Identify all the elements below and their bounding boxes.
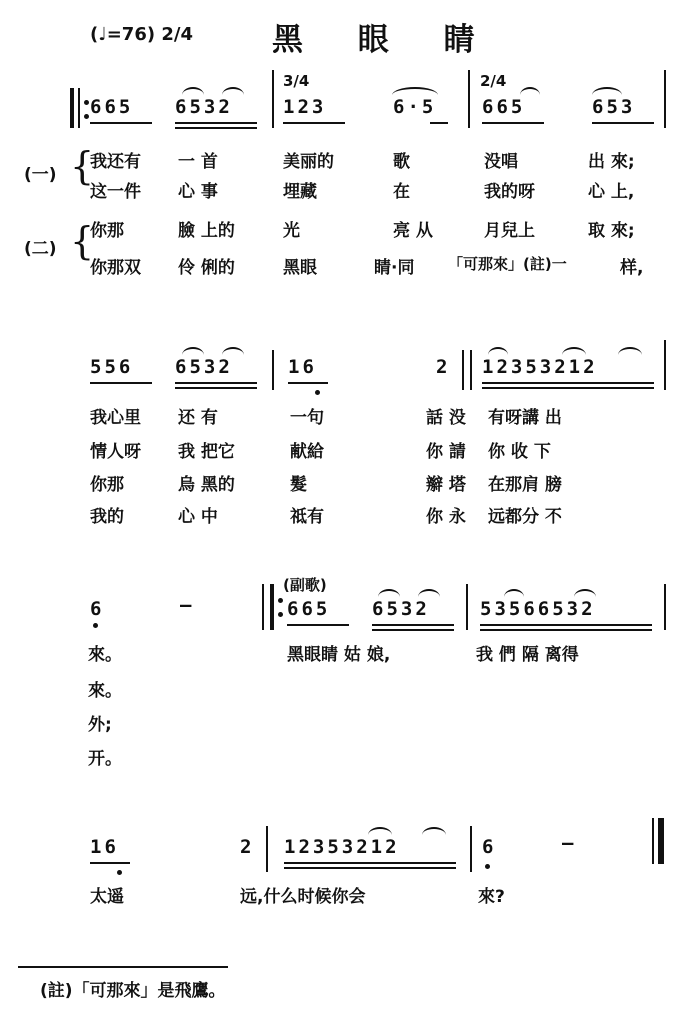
barline <box>272 70 274 128</box>
lyric: 取 來; <box>588 221 635 241</box>
lyric: 远,什么时候你会 <box>240 887 366 907</box>
lyric: 在 <box>393 182 410 202</box>
slur <box>222 87 244 95</box>
lyric: 你那双 <box>90 258 141 278</box>
lyric: 出 來; <box>588 152 635 172</box>
measure-notes: 665 <box>90 96 134 118</box>
final-bar-thin <box>652 818 654 864</box>
repeat-dot <box>278 598 283 603</box>
lyric: 臉 上的 <box>178 221 235 241</box>
slur <box>182 347 204 355</box>
beam-line <box>482 122 544 124</box>
lyric: 伶 俐的 <box>178 258 235 278</box>
lyric: 你 永 <box>426 507 466 527</box>
sustain-dash: — <box>180 594 195 616</box>
beam-line <box>287 624 349 626</box>
lyric: 月兒上 <box>484 221 535 241</box>
measure-notes: 123 <box>283 96 327 118</box>
lyric: 献給 <box>290 442 324 462</box>
lyric: 辮 塔 <box>426 475 466 495</box>
slur <box>574 589 596 597</box>
measure-notes: 6532 <box>175 96 233 118</box>
slur <box>222 347 244 355</box>
lyric: 你那 <box>90 475 124 495</box>
verse-ending: 來。 <box>88 645 122 665</box>
lyric: 來? <box>478 887 505 907</box>
verse-ending: 來。 <box>88 681 122 701</box>
slur <box>392 87 438 95</box>
lyric: 你 收 下 <box>488 442 551 462</box>
lyric: 我 把它 <box>178 442 235 462</box>
tempo-marking: (♩=76) 2/4 <box>90 24 193 45</box>
barline <box>664 70 666 128</box>
beam-line <box>372 624 454 626</box>
beam-line <box>90 122 152 124</box>
lyric: 光 <box>283 221 300 241</box>
beam-line <box>175 127 257 129</box>
slur <box>504 589 524 597</box>
footnote: (註)「可那來」是飛鷹。 <box>40 981 226 1001</box>
refrain-lyric: 黑眼睛 姑 娘, <box>287 645 391 665</box>
measure-notes: 16 <box>90 836 119 858</box>
lyric: 心 上, <box>588 182 635 202</box>
slur <box>562 347 586 355</box>
lyric: 这一件 <box>90 182 141 202</box>
measure-notes: 653 <box>592 96 636 118</box>
lower-octave-dot <box>93 623 98 628</box>
lyric: 黑眼 <box>283 258 317 278</box>
slur <box>182 87 204 95</box>
time-change: 3/4 <box>283 72 310 90</box>
lyric: 心 中 <box>178 507 218 527</box>
measure-notes: 2 <box>240 836 255 858</box>
measure-notes: 12353212 <box>482 356 598 378</box>
beam-line <box>283 122 345 124</box>
lyric: 情人呀 <box>90 442 141 462</box>
repeat-dot <box>278 612 283 617</box>
repeat-bar-thick <box>270 584 274 630</box>
repeat-dot <box>84 100 89 105</box>
lyric: 没唱 <box>484 152 518 172</box>
measure-notes: 2 <box>436 356 451 378</box>
lower-octave-dot <box>485 864 490 869</box>
beam-line <box>430 122 448 124</box>
measure-notes: 665 <box>287 598 331 620</box>
measure-notes: 6 <box>482 836 497 858</box>
slur <box>422 827 446 835</box>
lyric: 有呀講 出 <box>488 408 562 428</box>
lyric: 我的 <box>90 507 124 527</box>
beam-line <box>175 382 257 384</box>
barline <box>462 350 464 390</box>
beam-line <box>175 122 257 124</box>
refrain-label: (副歌) <box>283 576 327 594</box>
brace: { <box>70 219 95 263</box>
lyric: 你 請 <box>426 442 466 462</box>
barline <box>470 826 472 872</box>
barline <box>470 350 472 390</box>
lyric: 話 没 <box>426 408 466 428</box>
refrain-lyric: 我 們 隔 离得 <box>476 645 579 665</box>
measure-notes: 12353212 <box>284 836 400 858</box>
lyric: 埋藏 <box>283 182 317 202</box>
slur <box>520 87 540 95</box>
measure-notes: 556 <box>90 356 134 378</box>
beam-line <box>482 382 654 384</box>
barline <box>664 584 666 630</box>
slur <box>618 347 642 355</box>
repeat-bar-thin <box>78 88 80 128</box>
lyric: 还 有 <box>178 408 218 428</box>
lyric: 歌 <box>393 152 410 172</box>
lyric: 一句 <box>290 408 324 428</box>
lyric: 太遥 <box>90 887 124 907</box>
lower-octave-dot <box>315 390 320 395</box>
slur <box>488 347 508 355</box>
slur <box>368 827 392 835</box>
slur <box>418 589 440 597</box>
lyric: 烏 黑的 <box>178 475 235 495</box>
final-bar-thick <box>658 818 664 864</box>
repeat-dot <box>84 114 89 119</box>
beam-line <box>90 382 152 384</box>
measure-notes: 53566532 <box>480 598 596 620</box>
lyric: 心 事 <box>178 182 218 202</box>
repeat-bar-thick <box>70 88 74 128</box>
lyric: 美丽的 <box>283 152 334 172</box>
lyric: 样, <box>620 258 644 278</box>
lower-octave-dot <box>117 870 122 875</box>
measure-notes: 665 <box>482 96 526 118</box>
verse-label: (一) <box>24 165 57 185</box>
beam-line <box>175 387 257 389</box>
lyric: 在那肩 膀 <box>488 475 562 495</box>
beam-line <box>284 862 456 864</box>
lyric: 远都分 不 <box>488 507 562 527</box>
beam-line <box>480 629 652 631</box>
measure-notes: 16 <box>288 356 317 378</box>
barline <box>664 340 666 390</box>
sustain-dash: — <box>562 832 577 854</box>
song-title: 黑 眼 睛 <box>272 22 497 58</box>
beam-line <box>482 387 654 389</box>
footnote-rule <box>18 966 228 968</box>
lyric: 一 首 <box>178 152 218 172</box>
barline <box>468 70 470 128</box>
measure-notes: 6532 <box>372 598 430 620</box>
lyric: 我心里 <box>90 408 141 428</box>
time-change: 2/4 <box>480 72 507 90</box>
lyric: 髮 <box>290 475 307 495</box>
measure-notes: 6 <box>90 598 105 620</box>
beam-line <box>372 629 454 631</box>
verse-ending: 外; <box>88 715 112 735</box>
lyric: 亮 从 <box>393 221 433 241</box>
lyric: 我的呀 <box>484 182 535 202</box>
repeat-bar-thin <box>262 584 264 630</box>
beam-line <box>284 867 456 869</box>
barline <box>466 584 468 630</box>
measure-notes: 6·5 <box>393 96 437 118</box>
verse-ending: 开。 <box>88 749 122 769</box>
beam-line <box>288 382 328 384</box>
verse-label: (二) <box>24 239 57 259</box>
slur <box>592 87 622 95</box>
lyric: 祗有 <box>290 507 324 527</box>
barline <box>266 826 268 872</box>
measure-notes: 6532 <box>175 356 233 378</box>
lyric: 「可那來」(註)一 <box>448 255 567 273</box>
lyric: 睛·同 <box>374 258 415 278</box>
beam-line <box>480 624 652 626</box>
barline <box>272 350 274 390</box>
beam-line <box>90 862 130 864</box>
beam-line <box>592 122 654 124</box>
slur <box>378 589 400 597</box>
lyric: 你那 <box>90 221 124 241</box>
brace: { <box>70 144 95 188</box>
lyric: 我还有 <box>90 152 141 172</box>
